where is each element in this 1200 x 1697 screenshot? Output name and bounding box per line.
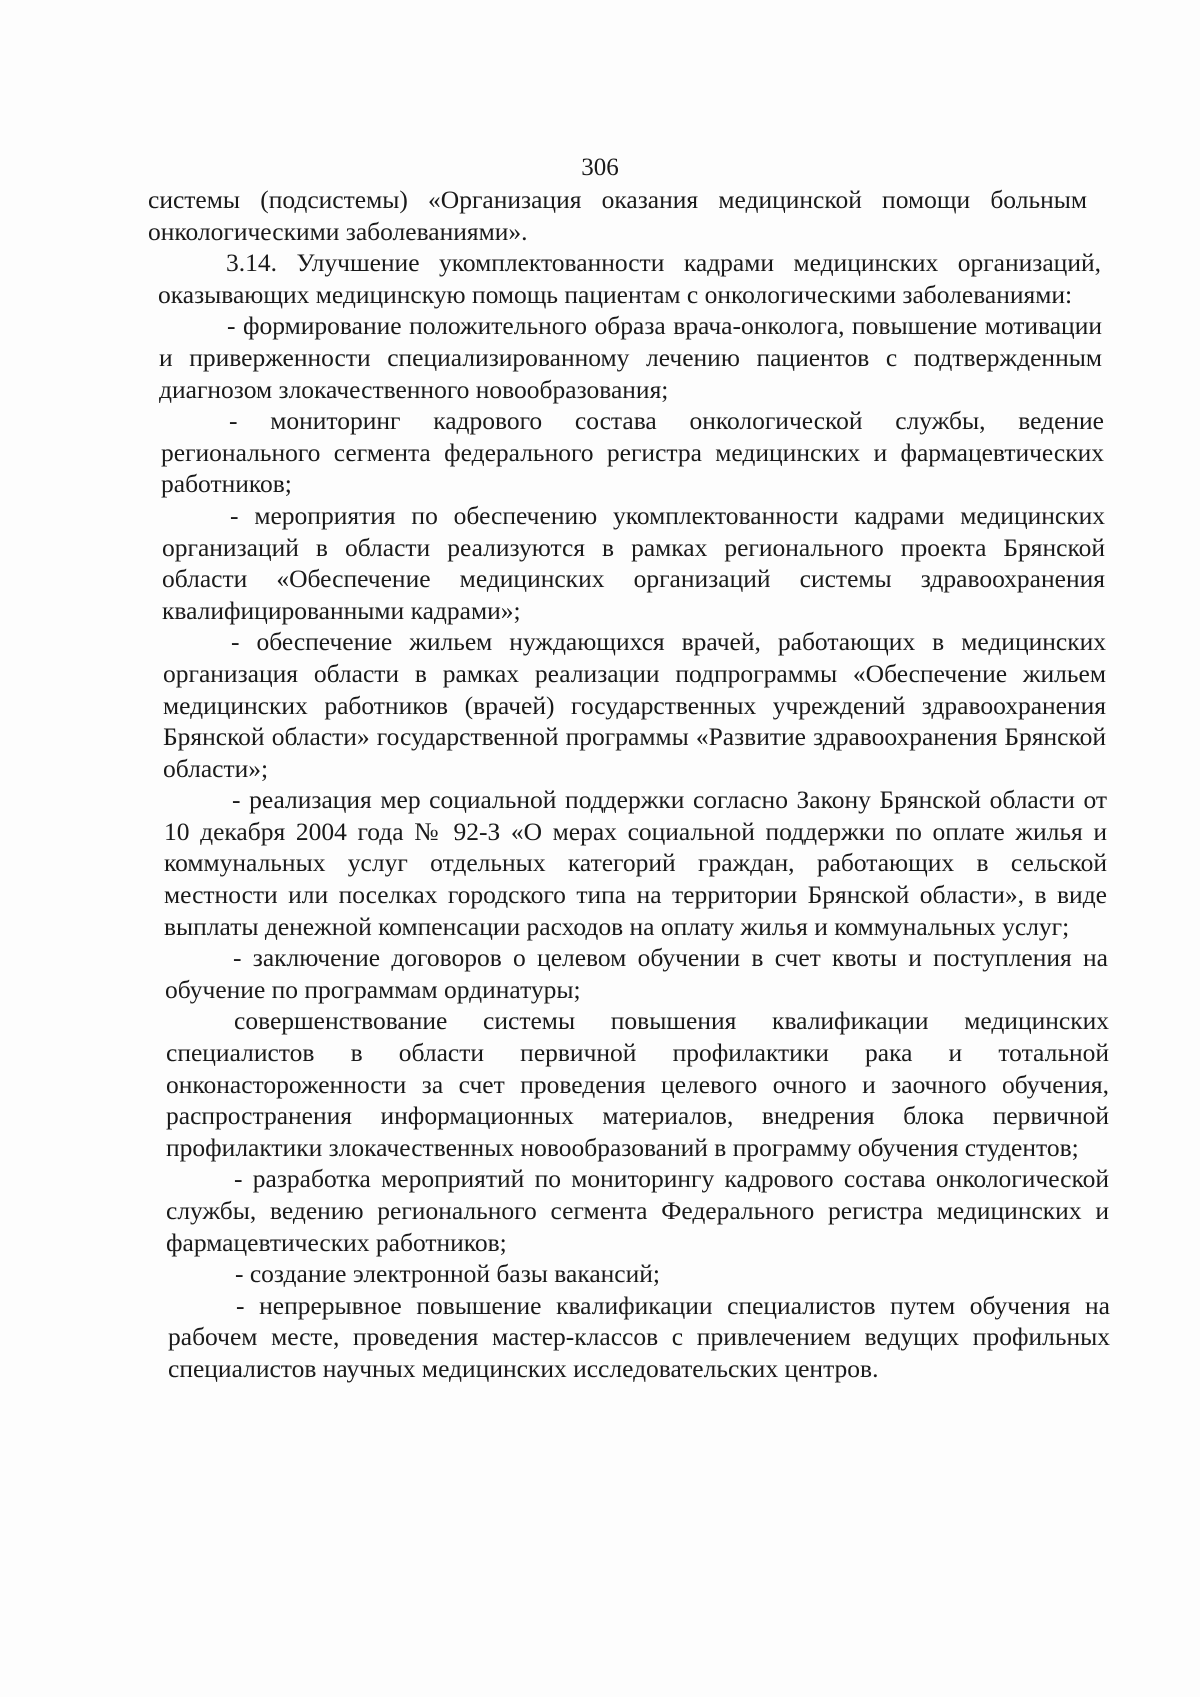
document-body	[0, 184, 1200, 1385]
paragraph-list-item: - мониторинг кадрового состава онкологической службы, ведение регионального сегмента федерального регистра медицинских и фармацевтических работников;	[161, 406, 1104, 499]
paragraph-list-item: - обеспечение жильем нуждающихся врачей, работающих в медицинских организация области в рамках реализации подпрограммы «Обеспечение жильем медицинских работников (врачей) государственных учреждений здравоохранения Брянской области» государственной программы «Развитие здравоохранения Брянской области»;	[163, 627, 1106, 783]
paragraph-list-item: - формирование положительного образа врача-онколога, повышение мотивации и приверженности специализированному лечению пациентов с подтвержденным диагнозом злокачественного новообразования;	[159, 311, 1102, 404]
paragraph-list-item: - создание электронной базы вакансий;	[235, 1259, 660, 1289]
paragraph-section-heading: 3.14. Улучшение укомплектованности кадрами медицинских организаций, оказывающих медицинскую помощь пациентам с онкологическими заболеваниями:	[158, 248, 1101, 309]
page-number: 306	[581, 154, 619, 181]
paragraph-list-item: - непрерывное повышение квалификации специалистов путем обучения на рабочем месте, проведения мастер-классов с привлечением ведущих профильных специалистов научных медицинских исследовательских центров.	[168, 1290, 1110, 1383]
paragraph-list-item: совершенствование системы повышения квалификации медицинских специалистов в области первичной профилактики рака и тотальной онконастороженности за счет проведения целевого очного и заочного обучения, распространения информационных материалов, внедрения блока первичной профилактики злокачественных новообразований в программу обучения студентов;	[166, 1006, 1109, 1162]
paragraph-continuation: системы (подсистемы) «Организация оказания медицинской помощи больным онкологическими заболеваниями».	[148, 185, 1087, 246]
paragraph-list-item: - разработка мероприятий по мониторингу кадрового состава онкологической службы, ведению регионального сегмента Федерального регистра медицинских и фармацевтических работников;	[166, 1164, 1109, 1257]
paragraph-list-item: - реализация мер социальной поддержки согласно Закону Брянской области от 10 декабря 2004 года № 92-З «О мерах социальной поддержки по оплате жилья и коммунальных услуг отдельных категорий граждан, работающих в сельской местности или поселках городского типа на территории Брянской области», в виде выплаты денежной компенсации расходов на оплату жилья и коммунальных услуг;	[164, 785, 1107, 941]
paragraph-list-item: - мероприятия по обеспечению укомплектованности кадрами медицинских организаций в области реализуются в рамках регионального проекта Брянской области «Обеспечение медицинских организаций системы здравоохранения квалифицированными кадрами»;	[162, 500, 1105, 625]
paragraph-list-item: - заключение договоров о целевом обучении в счет квоты и поступления на обучение по программам ординатуры;	[165, 943, 1108, 1004]
